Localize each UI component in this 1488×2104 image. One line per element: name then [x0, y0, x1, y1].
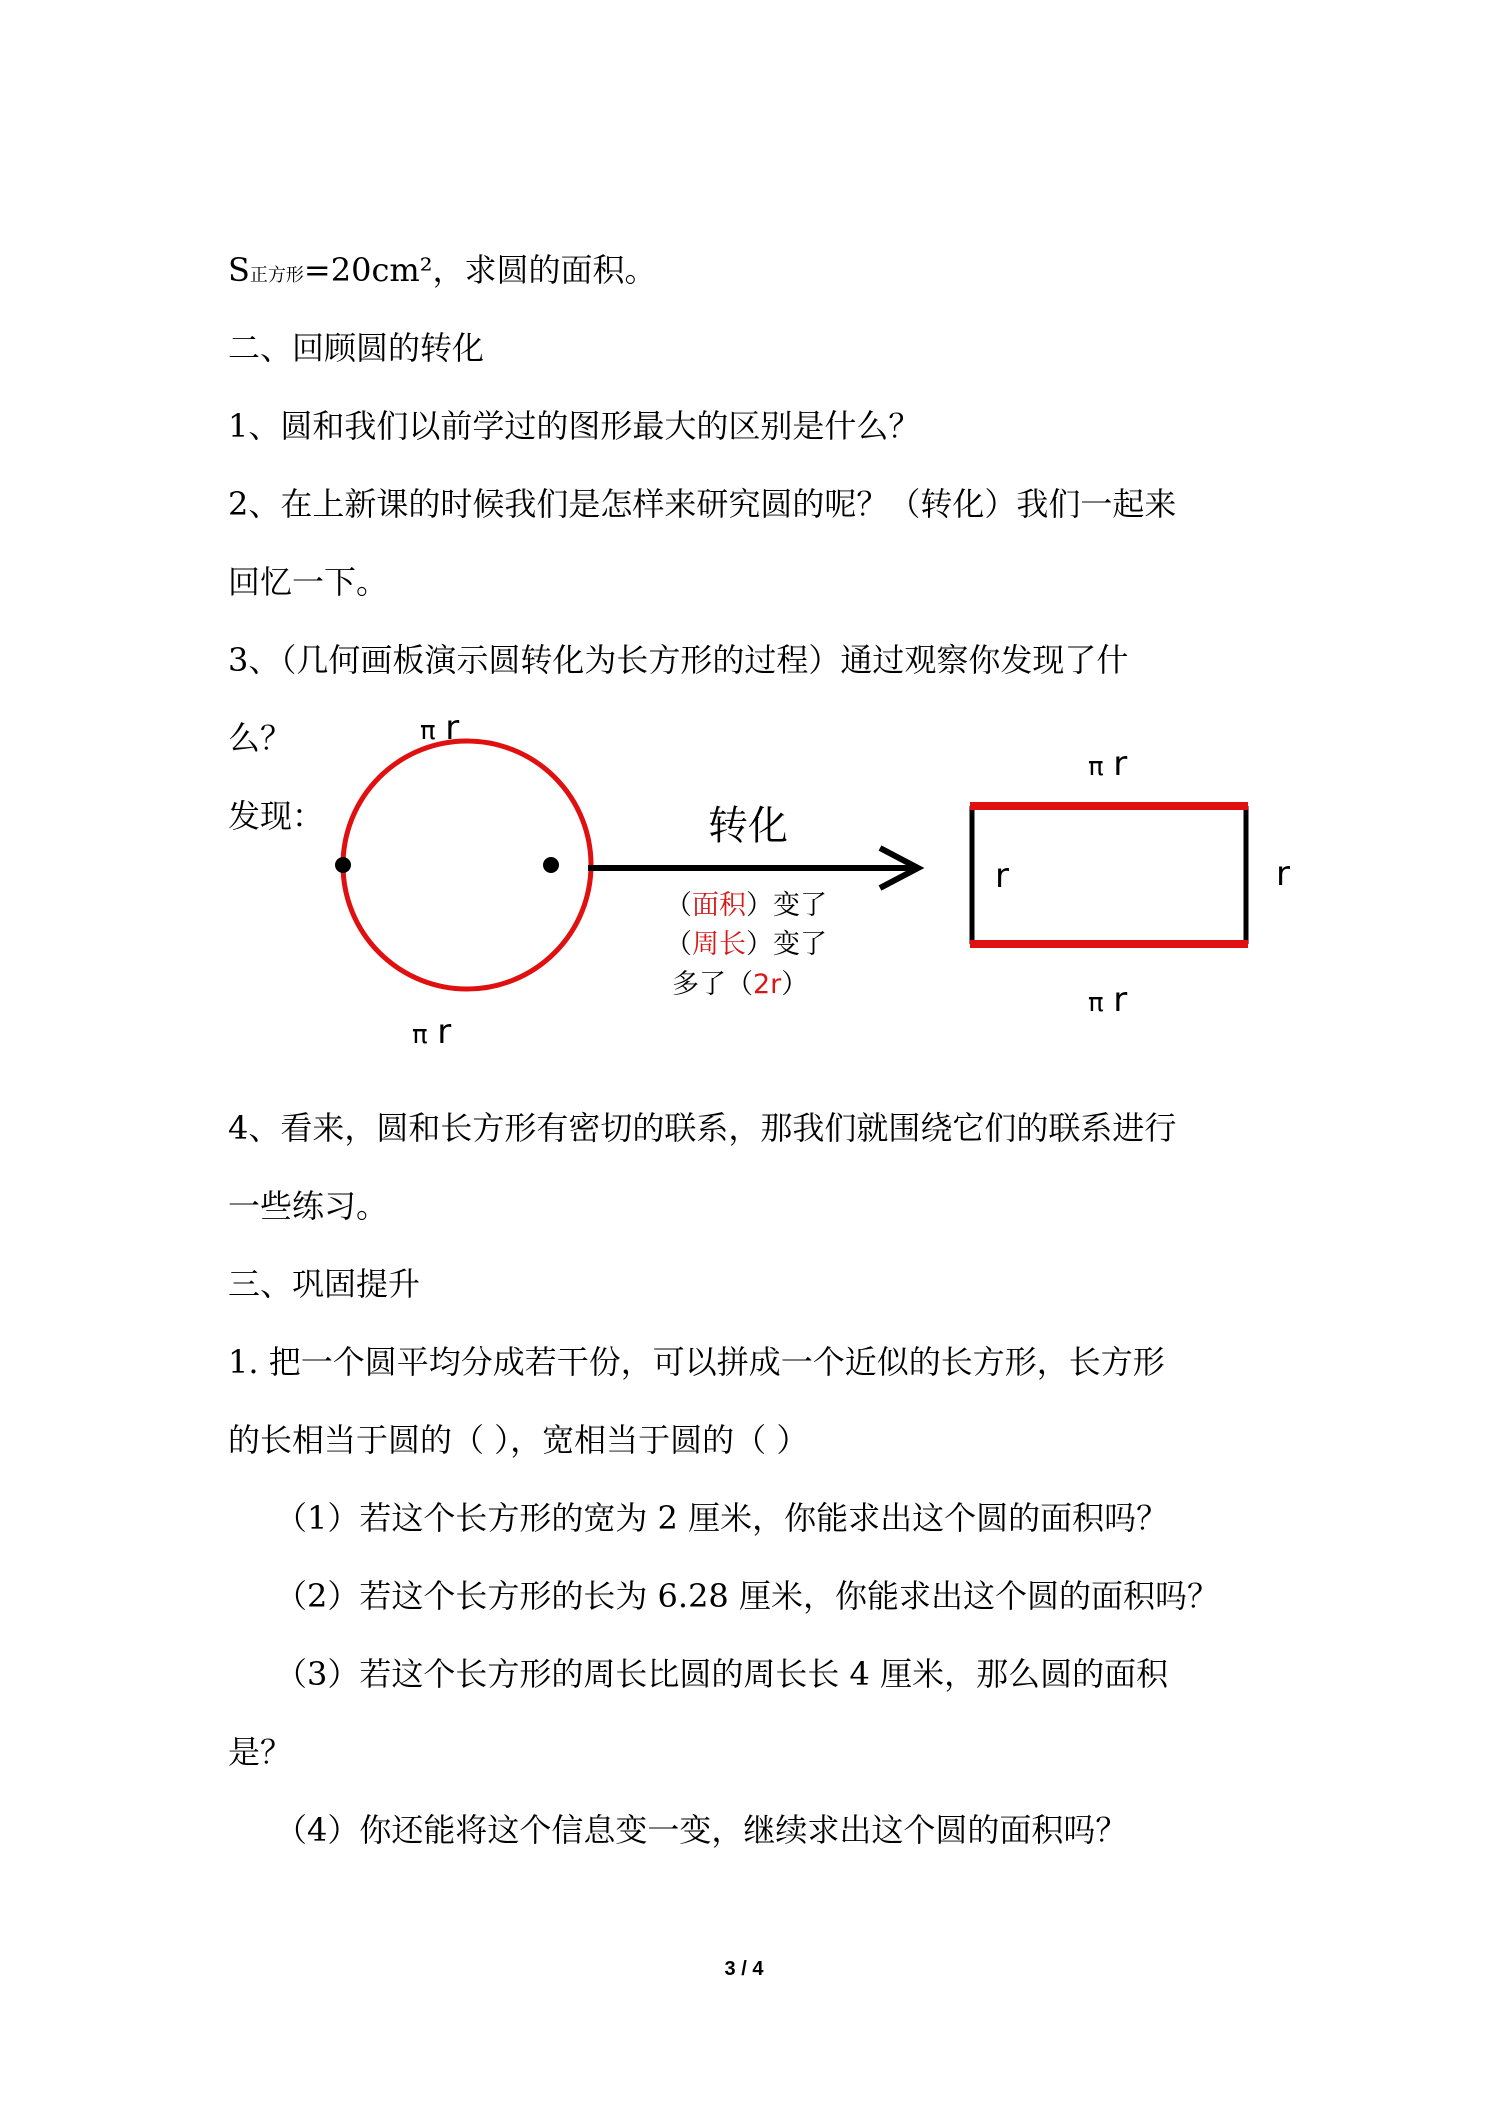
question-3: 3、（几何画板演示圆转化为长方形的过程）通过观察你发现了什 [228, 641, 1129, 679]
discovery-label: 发现： [228, 797, 325, 835]
sub-question-3: （3）若这个长方形的周长比圆的周长长 4 厘米，那么圆的面积 [275, 1655, 1169, 1693]
circle-bottom-label: π r [412, 1012, 452, 1052]
note-more-2r: 多了（2r） [672, 969, 809, 1000]
section-heading-practice: 三、巩固提升 [228, 1265, 421, 1303]
note-area-changed: （面积）变了 [665, 890, 827, 921]
transform-label: 转化 [708, 803, 788, 849]
rect-left-label: r [995, 856, 1009, 896]
note-perimeter-changed: （周长）变了 [665, 929, 827, 960]
exercise-1-cont: 的长相当于圆的（ ），宽相当于圆的（ ） [228, 1421, 809, 1459]
sub-question-4: （4）你还能将这个信息变一变，继续求出这个圆的面积吗？ [275, 1811, 1128, 1849]
question-3-cont: 么？ [228, 719, 293, 757]
section-heading-review: 二、回顾圆的转化 [228, 329, 485, 367]
question-2-cont: 回忆一下。 [228, 563, 389, 601]
page-number: 3 / 4 [724, 1958, 764, 1980]
statement-4: 4、看来，圆和长方形有密切的联系，那我们就围绕它们的联系进行 [228, 1109, 1177, 1147]
subscript: 正方形 [249, 265, 304, 286]
sub-question-3-cont: 是？ [228, 1733, 293, 1771]
question-1: 1、圆和我们以前学过的图形最大的区别是什么？ [228, 407, 921, 445]
rect-top-label: π r [1088, 744, 1128, 784]
question-2: 2、在上新课的时候我们是怎样来研究圆的呢？（转化）我们一起来 [228, 485, 1177, 523]
exercise-1: 1. 把一个圆平均分成若干份，可以拼成一个近似的长方形，长方形 [228, 1343, 1165, 1381]
statement-4-cont: 一些练习。 [228, 1187, 389, 1225]
sub-question-2: （2）若这个长方形的长为 6.28 厘米，你能求出这个圆的面积吗？ [275, 1577, 1219, 1615]
circle-top-label: π r [420, 708, 460, 748]
rect-bottom-label: π r [1088, 980, 1128, 1020]
sub-question-1: （1）若这个长方形的宽为 2 厘米，你能求出这个圆的面积吗？ [275, 1499, 1169, 1537]
circle-right-dot [543, 857, 559, 873]
line-square-area: S正方形=20cm²，求圆的面积。 [228, 251, 657, 289]
circle-left-dot [335, 857, 351, 873]
rect-right-label: r [1276, 854, 1290, 894]
